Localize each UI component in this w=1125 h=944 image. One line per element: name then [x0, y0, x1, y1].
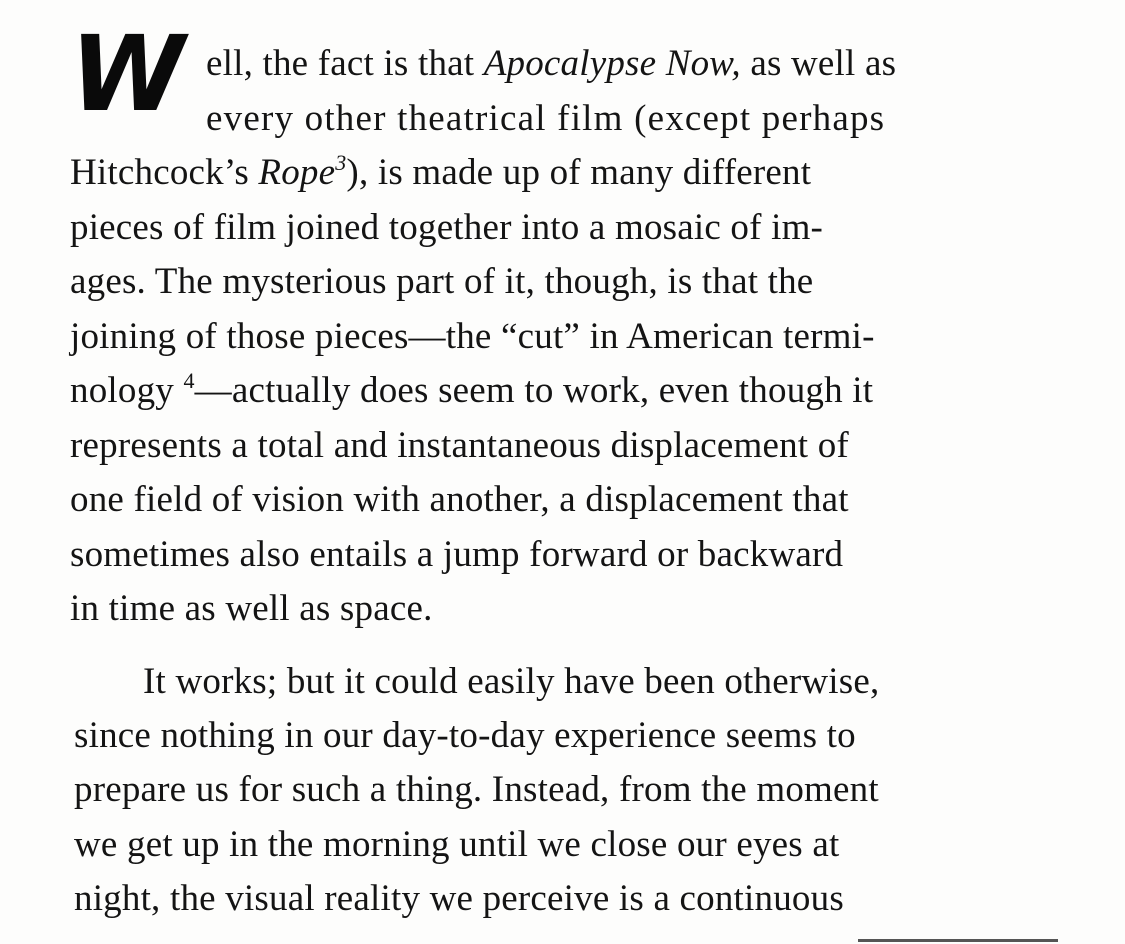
paragraph-1-line-1 — [206, 42, 896, 86]
paragraph-2-line-4: we get up in the morning until we close our eyes at — [74, 824, 840, 865]
paragraph-1-line-9: one field of vision with another, a displacement that — [70, 479, 849, 520]
text-segment: ), is made up of many different — [346, 152, 812, 193]
paragraph-1-line-3 — [70, 151, 811, 195]
paragraph-1-line-5: ages. The mysterious part of it, though, is that the — [70, 261, 814, 302]
paragraph-2-line-2: since nothing in our day-to-day experience seems to — [74, 715, 856, 756]
paragraph-1-line-7 — [70, 369, 873, 413]
footnote-marker-4: 4 — [183, 368, 195, 393]
paragraph-1-line-8: represents a total and instantaneous displacement of — [70, 425, 849, 466]
bottom-rule — [858, 939, 1058, 942]
text-segment: nology — [70, 370, 184, 411]
film-title-rope: Rope — [258, 152, 336, 193]
paragraph-1-line-2: every other theatrical film (except perhaps — [206, 98, 886, 139]
text-segment: as well as — [740, 43, 897, 84]
paragraph-1-line-11: in time as well as space. — [70, 588, 433, 629]
paragraph-1-line-10: sometimes also entails a jump forward or backward — [70, 534, 844, 575]
paragraph-2-line-3: prepare us for such a thing. Instead, from the moment — [74, 769, 879, 810]
text-segment: ell, the fact is that — [206, 43, 484, 84]
film-title-apocalypse-now: Apocalypse Now, — [483, 43, 741, 84]
paragraph-1-line-4: pieces of film joined together into a mosaic of im- — [70, 207, 824, 248]
text-segment: —actually does seem to work, even though it — [194, 370, 874, 411]
paragraph-1-line-6: joining of those pieces—the “cut” in American termi- — [70, 316, 875, 357]
drop-cap: W — [70, 13, 181, 135]
paragraph-2-line-1: It works; but it could easily have been otherwise, — [143, 661, 880, 702]
paragraph-2-line-5: night, the visual reality we perceive is a continuous — [74, 878, 844, 919]
text-segment: Hitchcock’s — [70, 152, 259, 193]
footnote-marker-3: 3 — [335, 150, 347, 175]
